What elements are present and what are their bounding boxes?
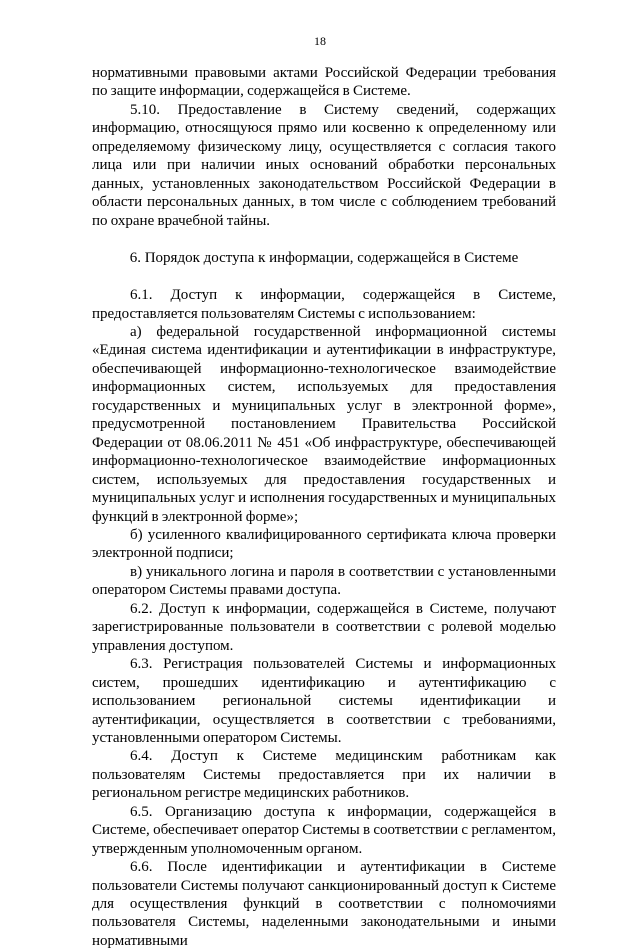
section-heading: 6. Порядок доступа к информации, содержащейся в Системе <box>129 250 519 267</box>
document-body <box>92 64 556 950</box>
list-item-b: б) усиленного квалифицированного сертификата ключа проверки электронной подписи; <box>92 526 556 562</box>
page-number: 18 <box>314 34 326 48</box>
paragraph-6-6: 6.6. После идентификации и аутентификации в Системе пользователи Системы получают санкционированный доступ к Системе для осуществления функций в соответствии с полномочиями пользователя Системы, наделенными законодательными и иными нормативными <box>92 859 556 949</box>
paragraph-6-3: 6.3. Регистрация пользователей Системы и информационных систем, прошедших идентификацию и аутентификацию с использованием региональной системы идентификации и аутентификации, осуществляется в соответствии с требованиями, установленными оператором Системы. <box>92 656 556 746</box>
paragraph-6-2: 6.2. Доступ к информации, содержащейся в Системе, получают зарегистрированные пользователи в соответствии с ролевой моделью управления доступом. <box>92 600 556 654</box>
paragraph-continuation: нормативными правовыми актами Российской Федерации требования по защите информации, содержащейся в Системе. <box>92 65 556 100</box>
paragraph-6-1: 6.1. Доступ к информации, содержащейся в Системе, предоставляется пользователям Системы с использованием: <box>92 287 556 322</box>
paragraph-6-4: 6.4. Доступ к Системе медицинским работникам как пользователям Системы предоставляется при их наличии в региональном регистре медицинских работников. <box>92 748 556 802</box>
list-item-a: а) федеральной государственной информационной системы «Единая система идентификации и аутентификации в инфраструктуре, обеспечивающей информационно-технологическое взаимодействие информационных систем, используемых для предоставления государственных и муниципальных услуг в электронной форме», предусмотренной постановлением Правительства Российской Федерации от 08.06.2011 № 451 «Об инфраструктуре, обеспечивающей информационно-технологическое взаимодействие информационных систем, используемых для предоставления государственных и муниципальных услуг и исполнения государственных и муниципальных функций в электронной форме»; <box>92 323 556 525</box>
list-item-v: в) уникального логина и пароля в соответствии с установленными оператором Системы правами доступа. <box>92 563 556 599</box>
paragraph-5-10: 5.10. Предоставление в Систему сведений, содержащих информацию, относящуюся прямо или косвенно к определенному или определяемому физическому лицу, осуществляется с согласия такого лица или при наличии иных оснований обработки персональных данных, установленных законодательством Российской Федерации в области персональных данных, в том числе с соблюдением требований по охране врачебной тайны. <box>92 101 556 229</box>
paragraph-6-5: 6.5. Организацию доступа к информации, содержащейся в Системе, обеспечивает оператор Системы в соответствии с регламентом, утвержденным уполномоченным органом. <box>92 803 556 857</box>
